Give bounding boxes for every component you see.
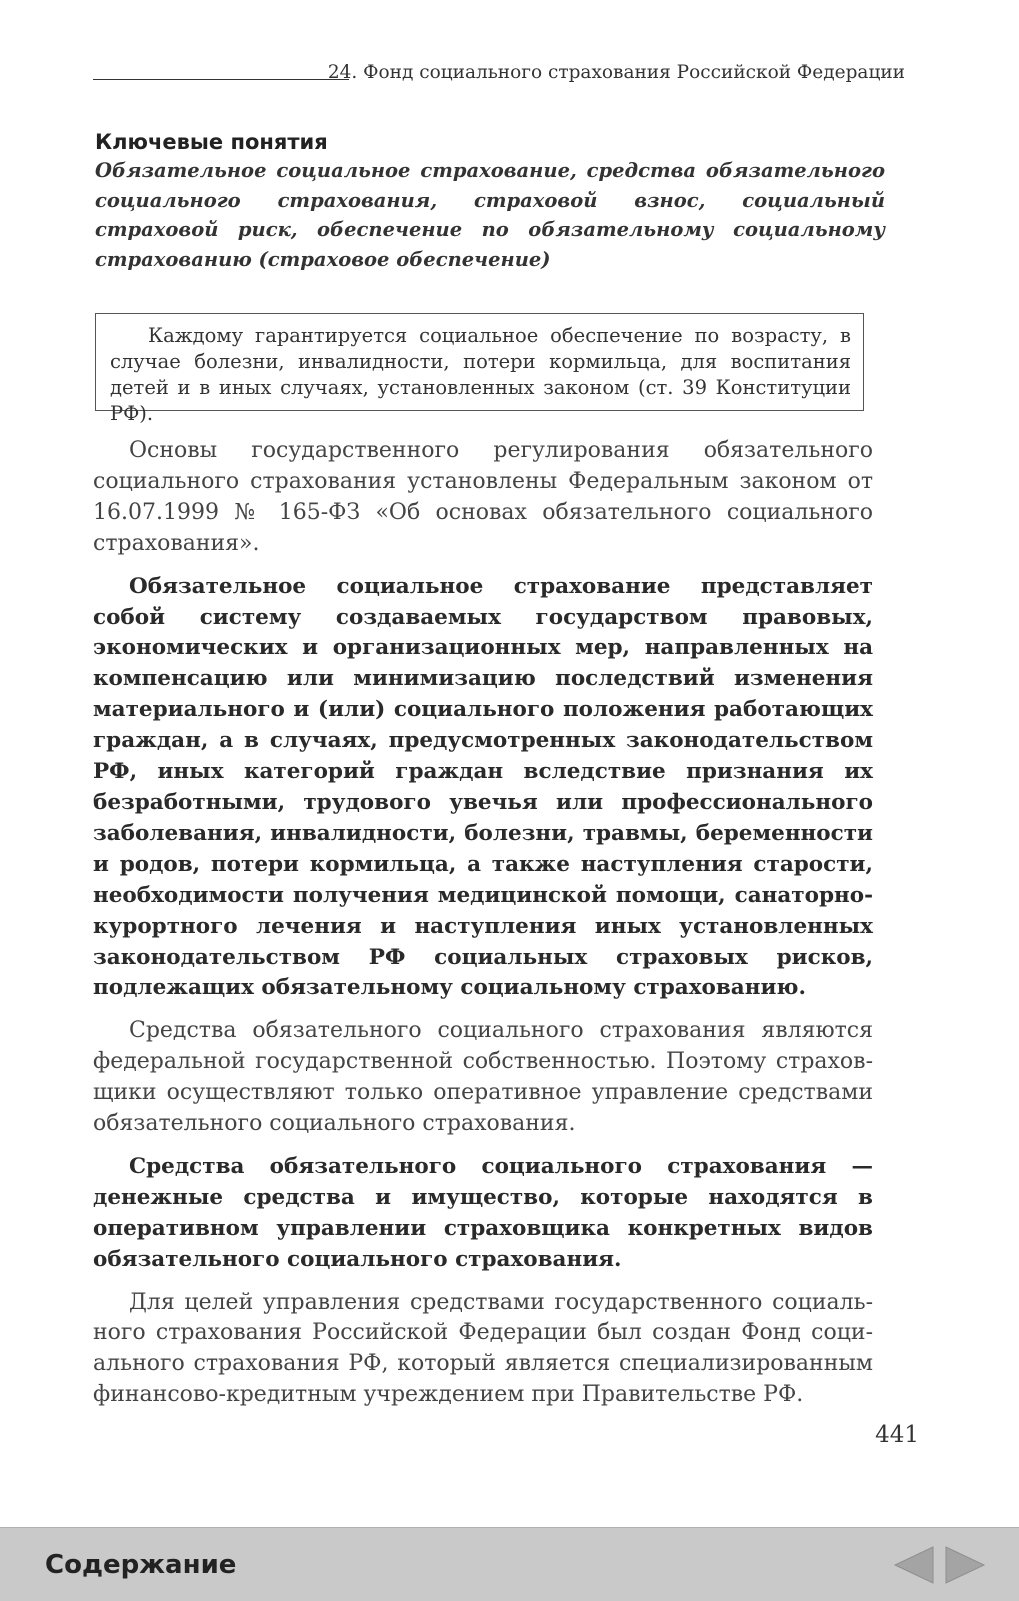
running-head — [93, 60, 905, 90]
running-title: 24. Фонд социального страхования Российской Федерации — [327, 62, 905, 83]
key-concepts-heading: Ключевые понятия — [95, 130, 328, 154]
constitution-quote-text: Каждому гарантируется социальное обеспечение по возрасту, в случае болезни, инвалидности, потери кормильца, для воспитания детей и в иных случаях, установленных законом (ст. 39 Конституции РФ). — [110, 324, 851, 425]
page-number: 441 — [875, 1422, 919, 1448]
paragraph: Основы государственного регулирования обязательного социального страхования установлены Федеральным законом от 16.07.1999 № 165-ФЗ «Об основах обязательного социального страхования». — [93, 438, 873, 556]
navigation-footer — [0, 1527, 1019, 1601]
arrow-right-icon — [944, 1545, 986, 1585]
definition-paragraph: Обязательное социальное страхование представляет собой систему создаваемых государством правовых, экономических и организационных мер, направленных на компенсацию или минимизацию последствий изменения материального и (или) социального положения работающих граждан, а в случаях, предусмотренных законодательством РФ, иных категорий граждан вследствие признания их безработными, трудового увечья или профессионального заболевания, инвалидности, болезни, травмы, беременности и родов, потери кормильца, а также наступления старости, необходимости получения медицинской помощи, санаторно-курортного лечения и наступления иных установленных законодательством РФ социальных страховых рисков, подлежащих обязательному социальному страхованию. — [93, 573, 873, 1001]
paragraph: Средства обязательного социального страхования являются федеральной государственной собственностью. Поэтому страховщики осуществляют только оперативное управление средствами обязательного социального страхования. — [93, 1018, 873, 1137]
constitution-quote-box — [95, 313, 864, 425]
table-of-contents-link[interactable]: Содержание — [45, 1550, 237, 1580]
header-rule — [93, 79, 349, 80]
key-concepts-terms: Обязательное социальное страхование, средства обязательного социального страхования, страховой взнос, социальный страховой риск, обеспечение по обязательному социальному страхованию (страховое обеспечение) — [95, 159, 885, 271]
key-concepts-block — [95, 130, 885, 274]
definition-paragraph: Средства обязательного социального страхования — денежные средства и имущество, которые находятся в оперативном управлении страховщика конкретных видов обязательного социального страхования. — [93, 1153, 873, 1272]
previous-page-button[interactable] — [893, 1545, 935, 1585]
next-page-button[interactable] — [944, 1545, 986, 1585]
paragraph: Для целей управления средствами государственного социального страхования Российской Федерации был создан Фонд социального страхования РФ, который является специализированным финансово-кредитным учреждением при Правительстве РФ. — [93, 1289, 873, 1408]
arrow-left-icon — [893, 1545, 935, 1585]
body-text — [93, 436, 873, 1423]
